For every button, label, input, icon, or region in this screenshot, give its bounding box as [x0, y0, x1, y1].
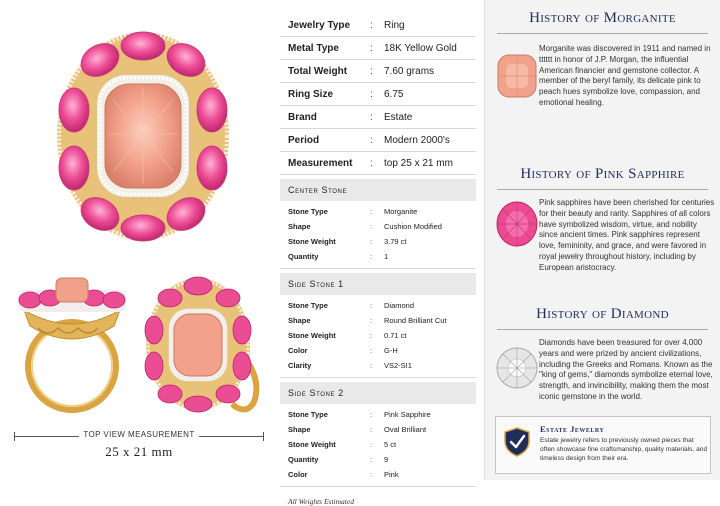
divider [497, 329, 708, 330]
diamond-gem-icon [495, 344, 539, 392]
spec-separator: : [370, 316, 373, 325]
spec-value: Pink [384, 470, 399, 479]
spec-value: Ring [384, 19, 405, 31]
spec-separator: : [370, 222, 373, 231]
spec-separator: : [370, 331, 373, 340]
shield-check-icon [504, 427, 530, 457]
spec-value: 0.71 ct [384, 331, 407, 340]
morganite-gem-icon [495, 52, 539, 100]
spec-label: Total Weight [288, 65, 348, 77]
spec-value: 1 [384, 252, 389, 261]
spec-value: 5 ct [384, 440, 397, 449]
spec-value: Cushion Modified [384, 222, 442, 231]
spec-label: Color [288, 470, 308, 479]
spec-separator: : [370, 301, 373, 310]
spec-row [280, 204, 476, 219]
section-side-stone-1 [280, 295, 476, 378]
spec-separator: : [370, 252, 373, 261]
spec-row [280, 422, 476, 437]
pink-sapphire-history-title: History of Pink Sapphire [520, 166, 685, 182]
spec-value: VS2-SI1 [384, 361, 412, 370]
spec-separator: : [370, 134, 373, 146]
diamond-history-text: Diamonds have been treasured for over 4,000 years and were prized by ancient civilizations, including the Greeks and Romans. Known as the "king of gems," diamonds symbolize eternal love, strength, and invincibility, making them the most iconic gemstone in the world. [539, 338, 713, 401]
spec-label: Shape [288, 316, 311, 325]
spec-separator: : [370, 361, 373, 370]
spec-label: Quantity [288, 455, 319, 464]
history-panel [484, 0, 720, 480]
ring-angle-view-image[interactable] [142, 274, 264, 420]
spec-label: Stone Type [288, 301, 328, 310]
spec-label: Stone Weight [288, 440, 336, 449]
spec-row [280, 437, 476, 452]
section-side-stone-2 [280, 404, 476, 487]
spec-row-brand [280, 106, 476, 129]
spec-table [280, 14, 476, 506]
spec-separator: : [370, 455, 373, 464]
morganite-history-title: History of Morganite [529, 10, 676, 26]
estate-jewelry-box [495, 416, 711, 474]
spec-value: Diamond [384, 301, 415, 310]
top-view-measurement [14, 428, 264, 476]
spec-label: Stone Type [288, 410, 328, 419]
spec-row-period [280, 129, 476, 152]
spec-row-total-weight [280, 60, 476, 83]
spec-label: Quantity [288, 252, 319, 261]
divider [497, 189, 708, 190]
section-center-stone [280, 201, 476, 269]
product-images [0, 0, 272, 480]
spec-separator: : [370, 207, 373, 216]
spec-value: top 25 x 21 mm [384, 157, 453, 169]
spec-value: 9 [384, 455, 389, 464]
spec-separator: : [370, 470, 373, 479]
spec-label: Shape [288, 425, 311, 434]
spec-value: Pink Sapphire [384, 410, 431, 419]
spec-label: Jewelry Type [288, 19, 351, 31]
spec-separator: : [370, 440, 373, 449]
spec-separator: : [370, 42, 373, 54]
estate-jewelry-text: Estate jewelry refers to previously owned pieces that often showcase fine craftsmanship, quality materials, and timeless design from their era. [540, 437, 708, 462]
pink-sapphire-history-text: Pink sapphires have been cherished for centuries for their beauty and rarity. Sapphires of all colors have symbolized wisdom, virtue, and nobility since ancient times. Pink sapphires represent love, femininity, and grace, and were favored in royal jewelry throughout history, including by European aristocracy. [539, 198, 715, 272]
spec-value: 6.75 [384, 88, 404, 100]
divider [497, 33, 708, 34]
spec-label: Color [288, 346, 308, 355]
spec-label: Stone Weight [288, 237, 336, 246]
spec-value: G-H [384, 346, 398, 355]
ring-side-view-image[interactable] [14, 268, 130, 414]
spec-label: Brand [288, 111, 317, 123]
estate-jewelry-title: Estate Jewelry [540, 424, 605, 434]
measurement-value: 25 x 21 mm [105, 444, 173, 459]
measurement-label: TOP VIEW MEASUREMENT [79, 430, 198, 439]
spec-separator: : [370, 346, 373, 355]
spec-row-metal-type [280, 37, 476, 60]
spec-label: Clarity [288, 361, 312, 370]
spec-row [280, 452, 476, 467]
section-heading-center-stone: Center Stone [280, 179, 476, 201]
spec-value: Oval Brilliant [384, 425, 427, 434]
spec-row [280, 358, 476, 373]
spec-row [280, 298, 476, 313]
spec-value: 3.79 ct [384, 237, 407, 246]
spec-label: Measurement [288, 157, 353, 169]
morganite-history-text: Morganite was discovered in 1911 and named in tttttt in honor of J.P. Morgan, the influential American financier and gemstone collector. A member of the beryl family, its delicate pink to peach hues symbolize love, compassion, and emotional healing. [539, 44, 711, 107]
spec-separator: : [370, 237, 373, 246]
spec-label: Stone Weight [288, 331, 336, 340]
spec-separator: : [370, 157, 373, 169]
spec-separator: : [370, 111, 373, 123]
spec-value: Round Brilliant Cut [384, 316, 447, 325]
spec-value: 7.60 grams [384, 65, 435, 77]
diamond-history-title: History of Diamond [536, 306, 669, 322]
spec-row [280, 313, 476, 328]
spec-separator: : [370, 425, 373, 434]
spec-separator: : [370, 19, 373, 31]
section-heading-side-stone-2: Side Stone 2 [280, 382, 476, 404]
spec-row [280, 343, 476, 358]
spec-label: Ring Size [288, 88, 334, 100]
spec-separator: : [370, 65, 373, 77]
spec-row [280, 407, 476, 422]
spec-row-ring-size [280, 83, 476, 106]
spec-row-measurement [280, 152, 476, 175]
spec-label: Shape [288, 222, 311, 231]
spec-row-jewelry-type [280, 14, 476, 37]
spec-label: Metal Type [288, 42, 339, 54]
spec-separator: : [370, 88, 373, 100]
spec-value: 18K Yellow Gold [384, 42, 457, 54]
spec-value: Modern 2000's [384, 134, 450, 146]
spec-row [280, 249, 476, 264]
spec-row [280, 467, 476, 482]
spec-label: Stone Type [288, 207, 328, 216]
section-heading-side-stone-1: Side Stone 1 [280, 273, 476, 295]
ring-top-view-image[interactable] [54, 30, 232, 242]
spec-separator: : [370, 410, 373, 419]
spec-value: Estate [384, 111, 413, 123]
weights-footnote: All Weights Estimated [288, 497, 354, 506]
spec-value: Morganite [384, 207, 418, 216]
spec-label: Period [288, 134, 320, 146]
spec-row [280, 219, 476, 234]
spec-row [280, 328, 476, 343]
spec-row [280, 234, 476, 249]
pink-sapphire-gem-icon [495, 200, 539, 248]
